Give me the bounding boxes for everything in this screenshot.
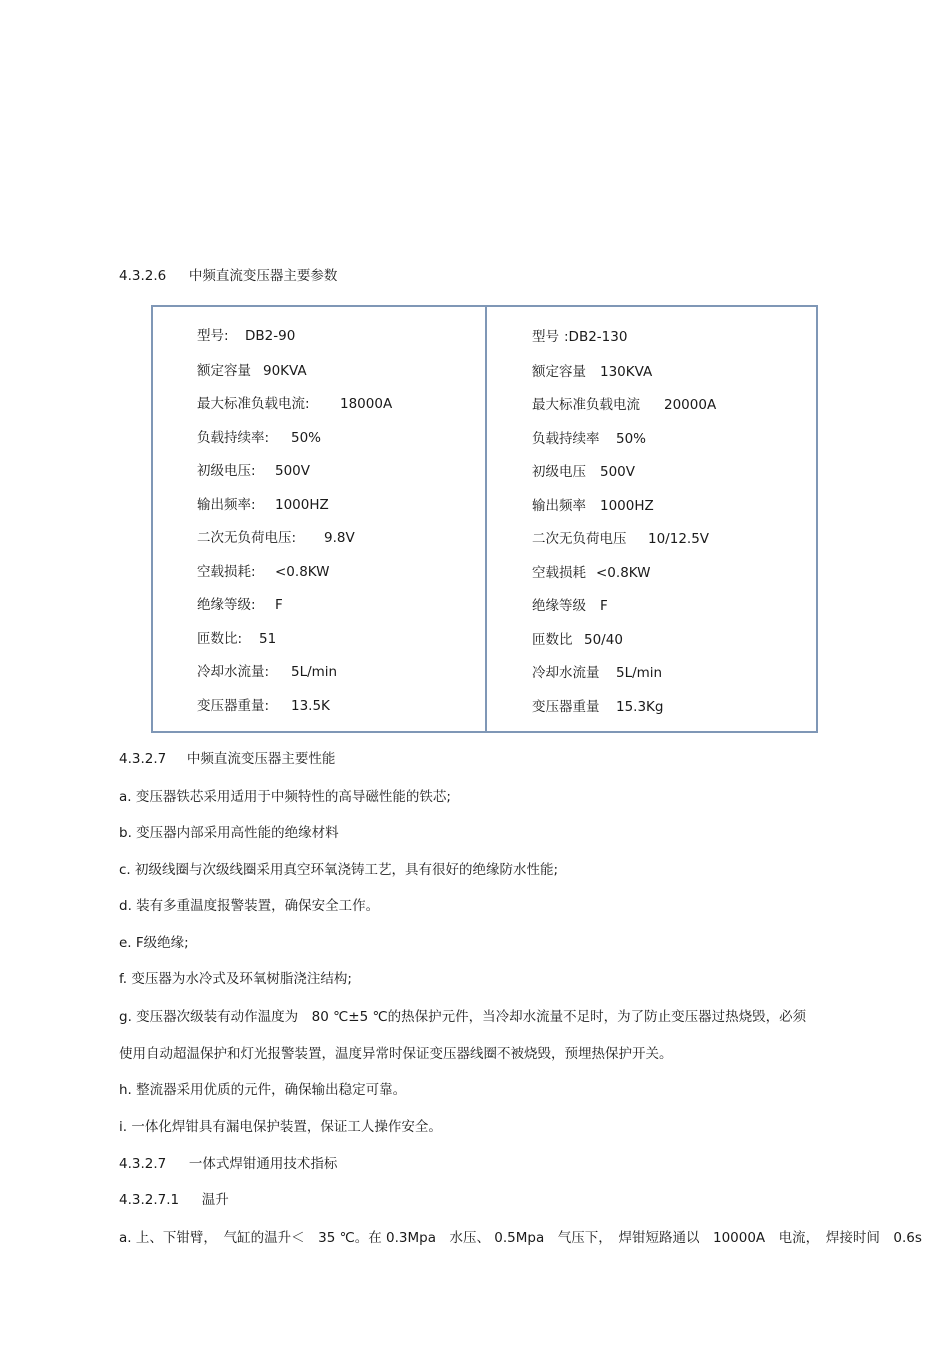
list-item: e. F级绝缘;: [119, 935, 189, 951]
list-item: h. 整流器采用优质的元件，确保输出稳定可靠。: [119, 1082, 407, 1098]
section-title: 一体式焊钳通用技术指标: [188, 1156, 338, 1172]
spec-row: 匝数比: 51: [197, 631, 277, 647]
section-number: 4.3.2.6: [119, 268, 167, 284]
spec-row: 变压器重量 15.3Kg: [532, 699, 664, 715]
section-number: 4.3.2.7: [119, 751, 167, 767]
section-heading-4327b: [119, 1152, 337, 1172]
spec-row: 空载损耗 <0.8KW: [532, 565, 651, 581]
spec-row: 变压器重量: 13.5K: [197, 698, 330, 714]
spec-row: 额定容量 130KVA: [532, 364, 653, 380]
section-number: 4.3.2.7: [119, 1156, 167, 1172]
section-title: 温升: [201, 1192, 229, 1208]
spec-row: 输出频率: 1000HZ: [197, 497, 329, 513]
section-title: 中频直流变压器主要性能: [186, 751, 336, 767]
spec-row: 输出频率 1000HZ: [532, 498, 654, 514]
spec-row: 空载损耗: <0.8KW: [197, 564, 330, 580]
section-number: 4.3.2.7.1: [119, 1192, 180, 1208]
list-item: a. 变压器铁芯采用适用于中频特性的高导磁性能的铁芯;: [119, 789, 451, 805]
list-item: f. 变压器为水冷式及环氧树脂浇注结构;: [119, 971, 352, 987]
spec-row: 二次无负荷电压 10/12.5V: [532, 531, 710, 547]
list-item: b. 变压器内部采用高性能的绝缘材料: [119, 825, 339, 841]
section-title: 中频直流变压器主要参数: [188, 268, 338, 284]
spec-row: 型号: DB2-90: [197, 328, 296, 344]
spec-row: 负载持续率 50%: [532, 431, 647, 447]
list-item: c. 初级线圈与次级线圈采用真空环氧浇铸工艺，具有很好的绝缘防水性能;: [119, 862, 559, 878]
table-divider: [485, 307, 487, 731]
spec-row: 额定容量 90KVA: [197, 363, 307, 379]
list-item: i. 一体化焊钳具有漏电保护装置，保证工人操作安全。: [119, 1119, 442, 1135]
spec-row: 初级电压 500V: [532, 464, 636, 480]
list-item: d. 装有多重温度报警装置，确保安全工作。: [119, 898, 380, 914]
spec-row: 负载持续率: 50%: [197, 430, 322, 446]
spec-row: 最大标准负载电流 20000A: [532, 397, 717, 413]
spec-row: 冷却水流量 5L/min: [532, 665, 663, 681]
spec-row: 二次无负荷电压: 9.8V: [197, 530, 355, 546]
section-heading-4326: [119, 264, 337, 284]
spec-row: 最大标准负载电流: 18000A: [197, 396, 393, 412]
spec-row: 初级电压: 500V: [197, 463, 311, 479]
spec-row: 冷却水流量: 5L/min: [197, 664, 338, 680]
section-heading-43271: [119, 1188, 229, 1208]
section-heading-4327: [119, 747, 335, 767]
spec-row: 型号 :DB2-130: [532, 329, 628, 345]
spec-row: 匝数比 50/40: [532, 632, 623, 648]
temp-rise-item: a. 上、下钳臂， 气缸的温升＜ 35 ℃。在 0.3Mpa 水压、 0.5Mpa 气压下， 焊钳短路通以 10000A 电流， 焊接时间 0.6s: [119, 1230, 922, 1246]
spec-row: 绝缘等级 F: [532, 598, 608, 614]
spec-row: 绝缘等级: F: [197, 597, 283, 613]
list-item-continuation: 使用自动超温保护和灯光报警装置，温度异常时保证变压器线圈不被烧毁，预埋热保护开关。: [119, 1046, 673, 1062]
spec-table: [151, 305, 818, 733]
list-item: g. 变压器次级装有动作温度为 80 ℃±5 ℃的热保护元件，当冷却水流量不足时，为了防止变压器过热烧毁，必须: [119, 1009, 807, 1025]
